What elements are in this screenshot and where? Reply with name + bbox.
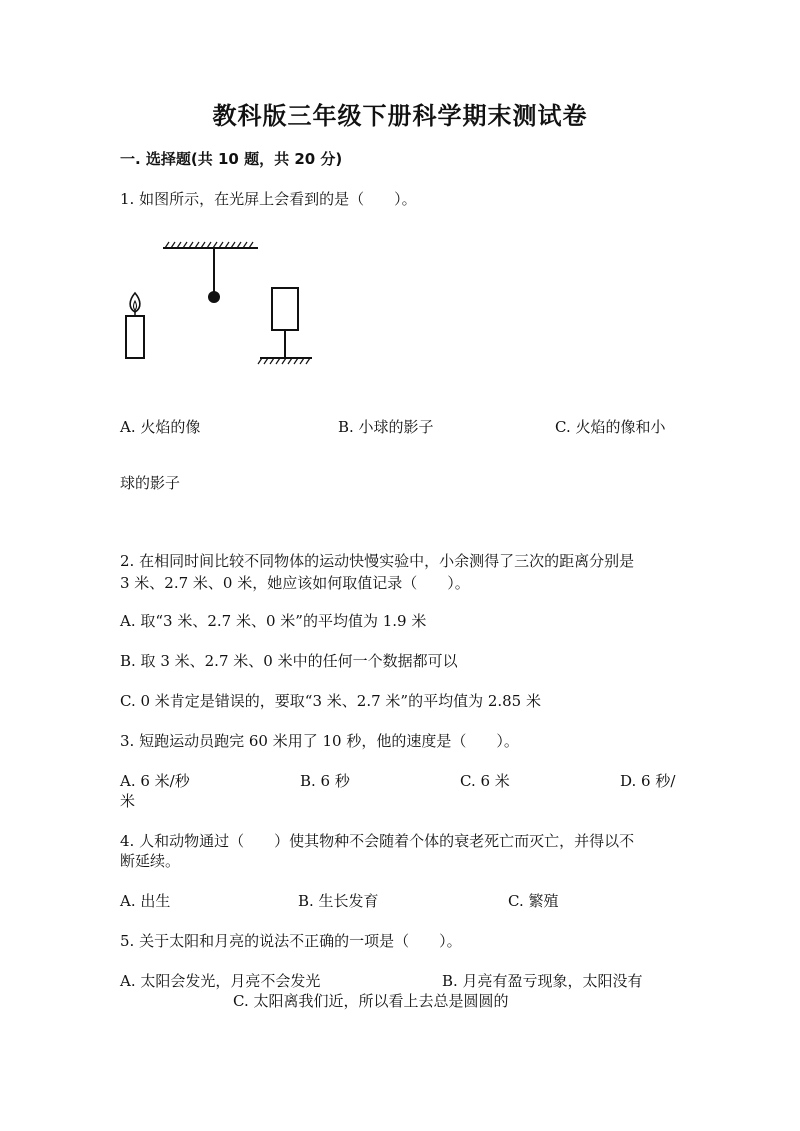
question-3-stem: 3. 短跑运动员跑完 60 米用了 10 秒，他的速度是（ ）。 [120,732,519,750]
section-heading: 一. 选择题(共 10 题，共 20 分) [120,150,343,168]
question-2-stem-line-1: 2. 在相同时间比较不同物体的运动快慢实验中，小余测得了三次的距离分别是 [120,552,635,570]
question-2-stem-line-2: 3 米、2.7 米、0 米，她应该如何取值记录（ ）。 [120,574,470,592]
question-4-stem-line-2: 断延续。 [120,852,181,870]
q3-option-b: B. 6 秒 [300,772,350,790]
q3-option-d: D. 6 秒/ [620,772,676,790]
question-5-stem: 5. 关于太阳和月亮的说法不正确的一项是（ ）。 [120,932,462,950]
q5-option-c: C. 太阳离我们近，所以看上去总是圆圆的 [233,992,509,1010]
light-screen [258,288,312,364]
page-title: 教科版三年级下册科学期末测试卷 [212,102,588,130]
q5-option-a: A. 太阳会发光，月亮不会发光 [120,972,321,990]
small-ball [208,291,220,303]
question-1-figure [118,236,318,368]
q1-option-a: A. 火焰的像 [120,418,201,436]
q2-option-c: C. 0 米肯定是错误的，要取“3 米、2.7 米”的平均值为 2.85 米 [120,692,541,710]
q4-option-b: B. 生长发育 [298,892,379,910]
q4-option-c: C. 繁殖 [508,892,559,910]
q1-option-c-continued: 球的影子 [120,474,181,492]
question-4-stem-line-1: 4. 人和动物通过（ ）使其物种不会随着个体的衰老死亡而灭亡，并得以不 [120,832,635,850]
q3-option-a: A. 6 米/秒 [120,772,190,790]
q1-option-c: C. 火焰的像和小 [555,418,666,436]
flame-icon [130,293,140,312]
question-1-stem: 1. 如图所示，在光屏上会看到的是（ ）。 [120,190,417,208]
q4-option-a: A. 出生 [120,892,171,910]
q3-option-d-continued: 米 [120,792,136,810]
q2-option-b: B. 取 3 米、2.7 米、0 米中的任何一个数据都可以 [120,652,458,670]
q3-option-c: C. 6 米 [460,772,510,790]
q2-option-a: A. 取“3 米、2.7 米、0 米”的平均值为 1.9 米 [120,612,427,630]
q1-option-b: B. 小球的影子 [338,418,434,436]
candle [126,293,144,358]
ceiling-support [163,242,258,248]
q5-option-b: B. 月亮有盈亏现象，太阳没有 [442,972,643,990]
